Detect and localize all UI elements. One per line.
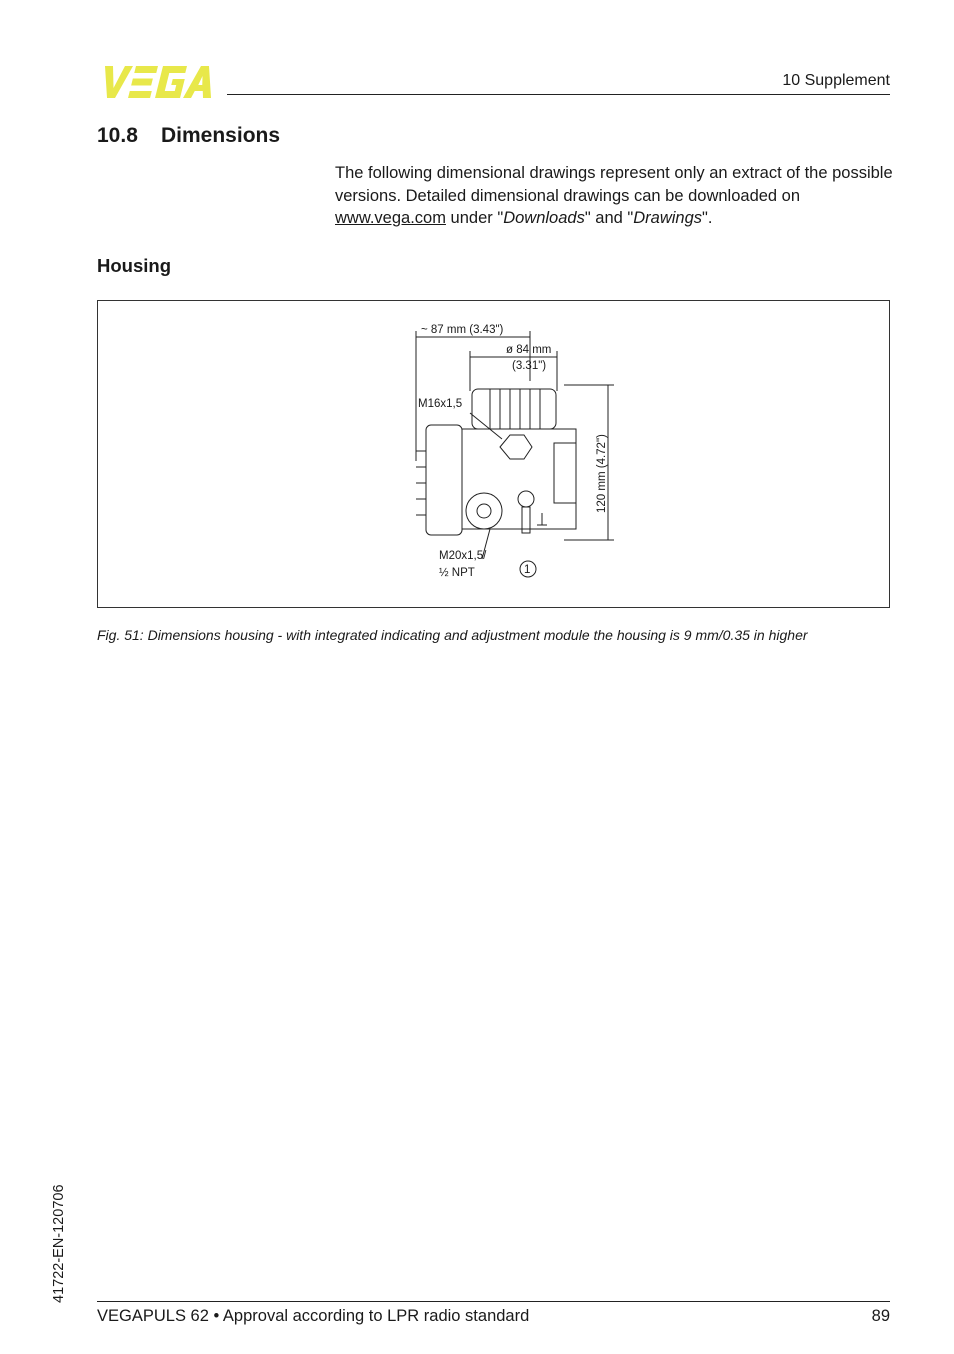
housing-subheading: Housing (97, 255, 171, 276)
footer-rule (97, 1301, 890, 1302)
document-id: 41722-EN-120706 (51, 1184, 67, 1303)
dim-diameter-label-2: (3.31") (512, 360, 547, 372)
intro-paragraph (335, 162, 895, 230)
dim-diameter-label-1: ø 84 mm (506, 344, 552, 356)
housing-drawing (98, 301, 889, 607)
dim-width-label: ~ 87 mm (3.43") (421, 324, 504, 336)
intro-downloads: Downloads (503, 209, 585, 227)
thread-large-label-1: M20x1,5/ (439, 550, 487, 562)
housing-figure (97, 300, 890, 608)
section-number: 10.8 (97, 124, 138, 147)
intro-text-and: " and " (584, 209, 634, 227)
footer-title: VEGAPULS 62 • Approval according to LPR radio standard (97, 1307, 530, 1325)
page-number: 89 (871, 1307, 890, 1325)
vega-logo (97, 66, 219, 98)
thread-large-label-2: ½ NPT (439, 567, 475, 579)
header-rule (227, 94, 890, 95)
dim-height-label: 120 mm (4.72") (596, 434, 608, 513)
vega-link[interactable]: www.vega.com (335, 209, 446, 227)
intro-text-between: under " (445, 209, 504, 227)
figure-caption: Fig. 51: Dimensions housing - with integrated indicating and adjustment module the housing is 9 mm/0.35 in higher (97, 627, 808, 643)
section-title (97, 124, 280, 148)
section-title-text: Dimensions (161, 124, 281, 147)
intro-drawings: Drawings (633, 209, 703, 227)
header-section: 10 Supplement (782, 72, 890, 89)
thread-small-label: M16x1,5 (418, 398, 463, 410)
intro-text-end: ". (702, 209, 713, 227)
callout-label: 1 (524, 564, 531, 576)
intro-text: The following dimensional drawings represent only an extract of the possible versions. Detailed dimensional drawings can be downloaded on (335, 164, 893, 205)
